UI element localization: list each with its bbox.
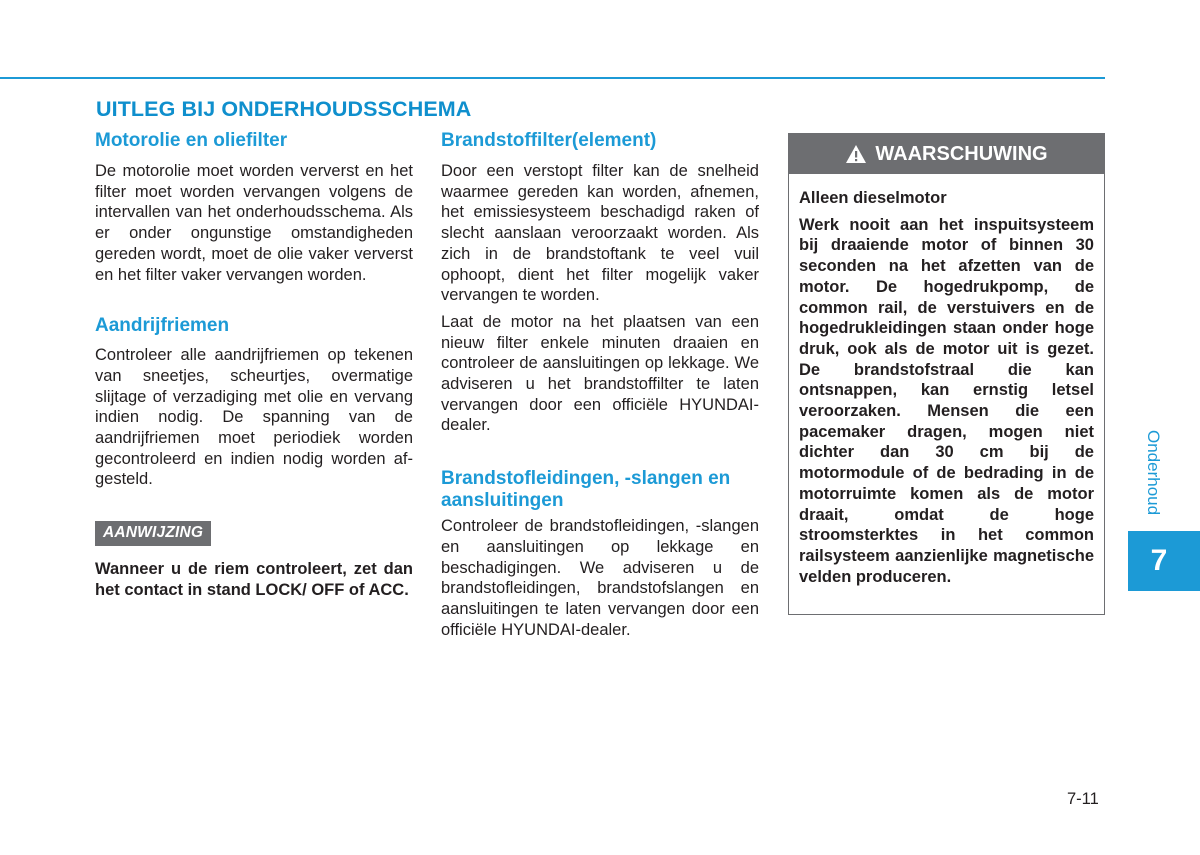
warning-box: [788, 133, 1105, 615]
warning-triangle-icon: [845, 144, 867, 164]
heading-brandstoffilter: Brandstoffilter(element): [441, 130, 657, 151]
warning-header: [789, 134, 1104, 174]
warning-text: Werk nooit aan het inspuitsysteem bij draaiende motor of binnen 30 seconden na het afzetten van de motor. De hogedrukpomp, de common rail, de verstuivers en de hogedrukleidingen staan onder hoge druk, ook als de motor uit is gezet. De brandstofstraal die kan ontsnappen, kan ernstig letsel veroorzaken. Mensen die een pacemaker dragen, mogen niet dichter dan 30 cm bij de motormodule of de bedrading in de motorruimte komen als de motor draait, omdat de hoge stroomsterktes in het common railsysteem aanzienlijke magnetische velden produceren.: [799, 215, 1094, 586]
heading-motorolie: Motorolie en oliefilter: [95, 130, 288, 151]
note-badge: AANWIJZING: [95, 521, 211, 546]
note-text: Wanneer u de riem controleert, zet dan het contact in stand LOCK/ OFF of ACC.: [95, 560, 413, 599]
paragraph-motorolie: De motorolie moet worden ververst en het filter moet worden vervangen volgens de intervallen van het onderhoudsschema. Als er onder ongunstige omstandigheden gereden wordt, moet de olie vaker ververst en het filter vaker vervangen worden.: [95, 162, 413, 284]
chapter-label: Onderhoud: [1144, 430, 1163, 516]
warning-body: [789, 174, 1104, 587]
paragraph-brandstofleidingen: Controleer de brandstofleidingen, -slangen en aansluitingen op lekkage en beschadigingen. We adviseren u de brandstofleidingen, brandstofslangen en aansluitingen te laten vervangen door een officiële HYUNDAI-dealer.: [441, 517, 759, 639]
heading-aandrijfriemen: Aandrijfriemen: [95, 315, 230, 337]
warning-subtitle: Alleen dieselmotor: [799, 189, 947, 207]
paragraph-brandstoffilter-2: Laat de motor na het plaatsen van een nieuw filter enkele minuten draaien en controleer de aansluitingen op lekkage. We adviseren u het brandstoffilter te laten vervangen door een officiële HYUNDAI-dealer.: [441, 312, 759, 435]
warning-title: WAARSCHUWING: [875, 142, 1048, 165]
paragraph-aandrijfriemen: Controleer alle aandrijfriemen op tekenen van sneetjes, scheurtjes, overmatige slijtage of verzadiging met olie en vervang indien nodig. De spanning van de aandrijfriemen moet periodiek worden gecontroleerd en indien nodig worden afgesteld.: [95, 346, 413, 489]
page-number: 7-11: [1067, 790, 1099, 808]
paragraph-brandstoffilter-1: Door een verstopt filter kan de snelheid waarmee gereden kan worden, afnemen, het emissiesysteem beschadigd raken of slecht aanslaan veroorzaakt worden. Als zich in de brandstoftank te veel vuil ophoopt, dient het filter mogelijk vaker vervangen te worden.: [441, 162, 759, 305]
top-rule: [0, 77, 1105, 79]
column-left: [95, 130, 413, 601]
chapter-tab: 7: [1128, 531, 1200, 591]
section-title: UITLEG BIJ ONDERHOUDSSCHEMA: [96, 97, 472, 121]
column-middle: [441, 130, 759, 640]
heading-brandstofleidingen: Brandstofleidingen, -slangen en aansluitingen: [441, 468, 731, 512]
